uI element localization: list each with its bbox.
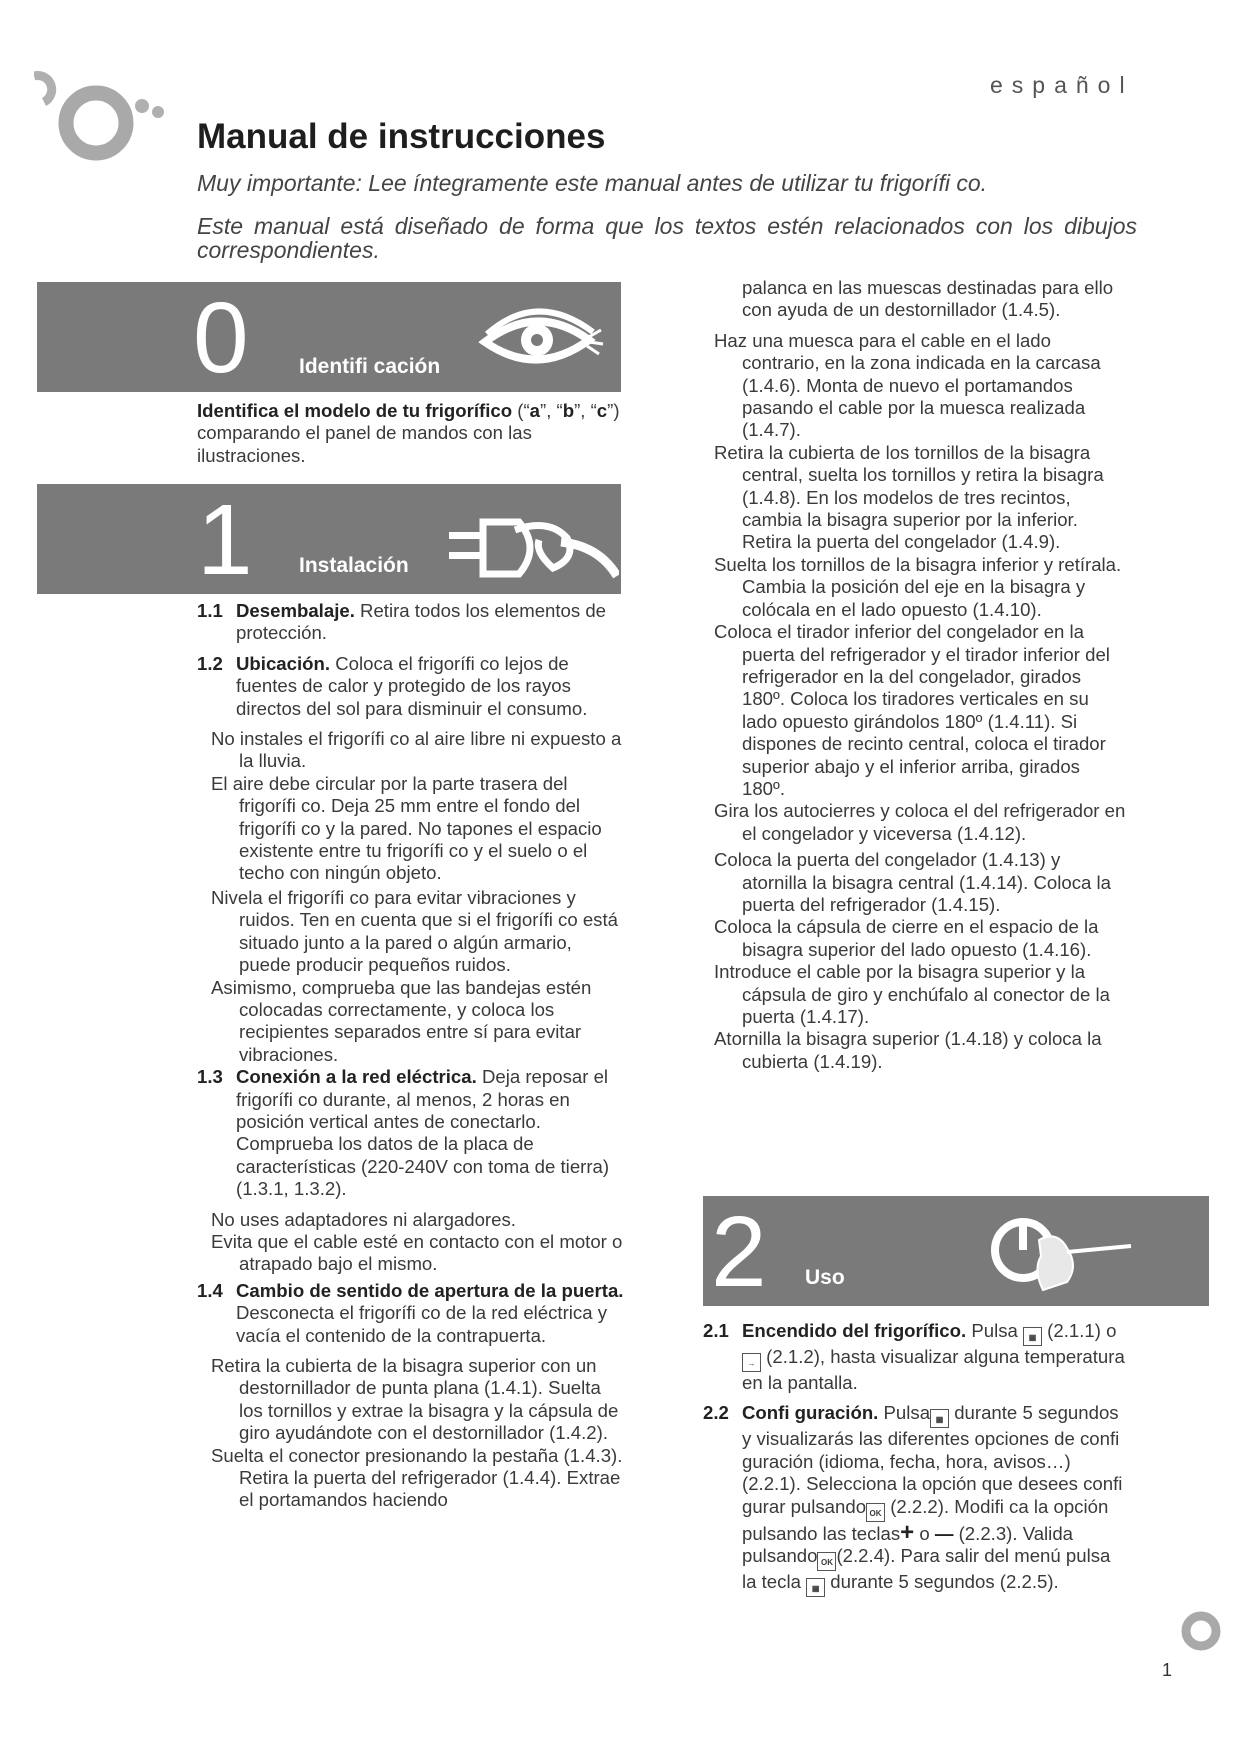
item-number: 1.1 <box>197 600 223 621</box>
item-1-2 <box>197 653 625 720</box>
model-b: b <box>562 400 575 421</box>
item-title: Confi guración. <box>742 1402 879 1424</box>
item-text: Deja reposar el frigorífi co durante, al menos, 2 horas en posición vertical antes de conectarlo. Comprueba los datos de la placa de características (220-240V con toma de tierra) (1.3.1, 1.3.2). <box>236 1066 610 1200</box>
paragraph: Suelta el conector presionando la pestaña (1.4.3). Retira la puerta del refrigerador (1.4.4). Extrae el portamandos haciendo <box>211 1444 623 1511</box>
item-text: Coloca el frigorífi co lejos de fuentes de calor y protegido de los rayos directos del sol para disminuir el consumo. <box>236 652 588 719</box>
section-2-number: 2 <box>711 1196 767 1308</box>
section-1-label: Instalación <box>299 554 409 577</box>
item-number: 2.1 <box>703 1320 729 1341</box>
item-number: 1.3 <box>197 1066 223 1088</box>
power-button-icon <box>983 1210 1133 1300</box>
item-text: Pulsa <box>966 1320 1024 1341</box>
item-text: (2.2.3). Valida pulsando <box>742 1522 1073 1567</box>
section-0-number: 0 <box>193 282 249 394</box>
section-0-label: Identifi cación <box>299 355 441 378</box>
item-1-4 <box>197 1280 625 1347</box>
eye-icon <box>477 304 607 376</box>
paragraph: Nivela el frigorífi co para evitar vibraciones y ruidos. Ten en cuenta que si el frigorífi co está situado junto a la pared o algún armario, puede producir pequeños ruidos. <box>211 886 618 976</box>
language-label: español <box>990 72 1134 98</box>
plus-key-icon: + <box>900 1518 915 1546</box>
item-title: Desembalaje. <box>236 600 355 621</box>
intro-text: ”) comparando el panel de mandos con las ilustraciones. <box>197 400 620 466</box>
item-text: (2.2.4). Para salir del menú pulsa la tecla <box>742 1545 1111 1593</box>
menu-key-icon: ▦ <box>1023 1327 1042 1346</box>
paragraph: No instales el frigorífi co al aire libre ni expuesto a la lluvia. <box>211 728 622 772</box>
minus-key-icon: — <box>934 1522 954 1544</box>
subtitle-manual-design: Este manual está diseñado de forma que los textos estén relacionados con los dibujos correspondientes. <box>197 213 1137 263</box>
item-title: Ubicación. <box>236 652 331 674</box>
item-text: (2.1.1) o <box>1042 1320 1117 1341</box>
item-text: Retira todos los elementos de protección. <box>236 600 607 644</box>
paragraph: Introduce el cable por la bisagra superior y la cápsula de giro y enchúfalo al conector de la puerta (1.4.17). <box>714 961 1110 1027</box>
item-text: Pulsa <box>878 1402 931 1424</box>
paragraph: Suelta los tornillos de la bisagra inferior y retírala. Cambia la posición del eje en la bisagra y colócala en el lado opuesto (1.4.10). <box>714 553 1122 620</box>
section-0-intro <box>197 400 621 467</box>
temperature-key-icon: → <box>742 1353 761 1372</box>
paragraph: Coloca la cápsula de cierre en el espacio de la bisagra superior del lado opuesto (1.4.16). <box>714 916 1099 960</box>
paragraph: Retira la cubierta de los tornillos de la bisagra central, suelta los tornillos y retira la bisagra (1.4.8). En los modelos de tres recintos, cambia la bisagra superior por la inferior. Retira la puerta del congelador (1.4.9). <box>714 441 1104 553</box>
continuation-text: palanca en las muescas destinadas para ello con ayuda de un destornillador (1.4.5). <box>742 277 1114 321</box>
intro-text: ”, “ <box>574 400 597 421</box>
paragraph: No uses adaptadores ni alargadores. <box>211 1208 516 1230</box>
plug-icon <box>449 512 619 584</box>
decorative-circle-icon <box>1175 1608 1221 1654</box>
item-text: Desconecta el frigorífi co de la red eléctrica y vacía el contenido de la contrapuerta. <box>236 1302 608 1346</box>
page-title: Manual de instrucciones <box>197 117 606 156</box>
item-number: 2.2 <box>703 1402 729 1424</box>
item-2-1 <box>703 1320 1127 1394</box>
paragraph: El aire debe circular por la parte trasera del frigorífi co. Deja 25 mm entre el fondo del frigorífi co y la pared. No tapones el espacio existente entre tu frigorífi co y el suelo o el techo con ningún objeto. <box>211 772 602 884</box>
section-1-banner <box>37 484 621 594</box>
paragraph: Retira la cubierta de la bisagra superior con un destornillador de punta plana (1.4.1). Suelta los tornillos y extrae la bisagra y la cápsula de giro ayudándote con el destornillador (1.4.2). <box>211 1355 619 1444</box>
section-0-banner <box>37 282 621 392</box>
paragraph: Evita que el cable esté en contacto con el motor o atrapado bajo el mismo. <box>211 1230 623 1275</box>
model-c: c <box>596 400 608 421</box>
right-column <box>713 277 1127 1073</box>
item-text: durante 5 segundos y visualizarás las diferentes opciones de confi guración (idioma, fecha, hora, avisos…) (2.2.1). Selecciona la opción que desees confi gurar pulsando <box>742 1402 1123 1517</box>
intro-text: ”, “ <box>540 400 563 421</box>
section-1-number: 1 <box>197 484 253 596</box>
item-text: durante 5 segundos (2.2.5). <box>825 1571 1059 1593</box>
intro-bold: Identifica el modelo de tu frigorífico <box>197 400 513 421</box>
intro-text: (“ <box>512 400 530 421</box>
ok-key-icon: OK <box>866 1503 885 1522</box>
item-title: Encendido del frigorífico. <box>742 1320 967 1341</box>
model-a: a <box>529 400 540 421</box>
menu-key-icon: ▦ <box>930 1409 949 1428</box>
paragraph: Coloca el tirador inferior del congelador en la puerta del refrigerador y el tirador inferior del refrigerador en la del congelador, girados 180º. Coloca los tiradores verticales en su lado opuesto girándolos 180º (1.4.11). Si dispones de recinto central, coloca el tirador superior abajo y el inferior arriba, girados 180º. <box>714 621 1110 799</box>
item-number: 1.2 <box>197 652 223 674</box>
paragraph: Coloca la puerta del congelador (1.4.13) y atornilla la bisagra central (1.4.14). Coloca la puerta del refrigerador (1.4.15). <box>714 849 1111 915</box>
item-1-3 <box>197 1066 625 1200</box>
brand-logo <box>34 68 174 178</box>
section-2-banner <box>703 1196 1209 1306</box>
menu-key-icon: ▦ <box>806 1578 825 1597</box>
item-number: 1.4 <box>197 1279 223 1301</box>
section-2-label: Uso <box>805 1266 845 1289</box>
item-text: o <box>914 1522 935 1544</box>
paragraph: Haz una muesca para el cable en el lado contrario, en la zona indicada en la carcasa (1.4.6). Monta de nuevo el portamandos pasando el cable por la muesca realizada (1.4.7). <box>714 329 1101 441</box>
item-2-2 <box>703 1402 1127 1597</box>
section-2-text <box>703 1320 1127 1605</box>
item-title: Conexión a la red eléctrica. <box>236 1066 477 1088</box>
item-text: (2.2.2). Modifi ca la opción pulsando las teclas <box>742 1495 1109 1544</box>
ok-key-icon: OK <box>817 1552 836 1571</box>
item-1-1 <box>197 600 625 645</box>
paragraph: Atornilla la bisagra superior (1.4.18) y coloca la cubierta (1.4.19). <box>714 1028 1102 1072</box>
left-column <box>197 600 625 1512</box>
item-text: (2.1.2), hasta visualizar alguna temperatura en la pantalla. <box>742 1346 1125 1393</box>
page-number: 1 <box>1162 1660 1173 1680</box>
item-title: Cambio de sentido de apertura de la puerta. <box>236 1279 624 1301</box>
subtitle-important: Muy importante: Lee íntegramente este manual antes de utilizar tu frigorífi co. <box>197 170 988 196</box>
paragraph: Gira los autocierres y coloca el del refrigerador en el congelador y viceversa (1.4.12). <box>714 800 1126 844</box>
paragraph: Asimismo, comprueba que las bandejas estén colocadas correctamente, y coloca los recipientes separados entre sí para evitar vibraciones. <box>211 976 592 1065</box>
